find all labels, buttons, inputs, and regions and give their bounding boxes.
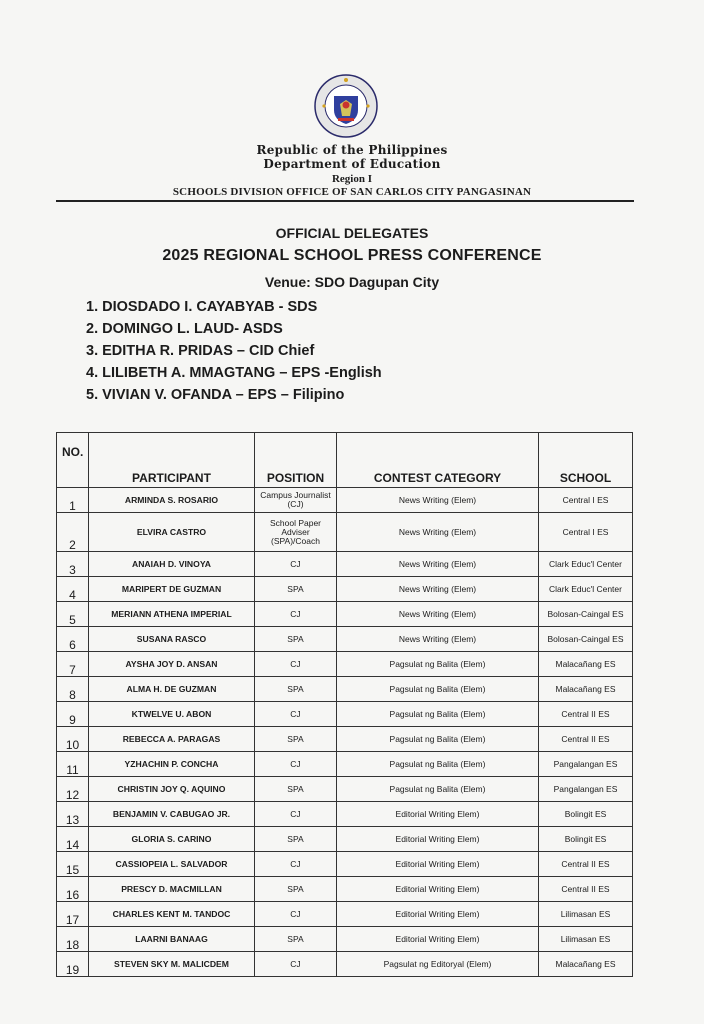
- contest-category: Pagsulat ng Balita (Elem): [337, 752, 539, 777]
- participant-school: Central I ES: [539, 513, 633, 552]
- participant-name: BENJAMIN V. CABUGAO JR.: [89, 802, 255, 827]
- participant-name: ANAIAH D. VINOYA: [89, 552, 255, 577]
- participant-position: CJ: [255, 702, 337, 727]
- participant-name: SUSANA RASCO: [89, 627, 255, 652]
- contest-category: Editorial Writing Elem): [337, 827, 539, 852]
- participant-name: STEVEN SKY M. MALICDEM: [89, 952, 255, 977]
- row-number: 1: [57, 488, 89, 513]
- participant-name: REBECCA A. PARAGAS: [89, 727, 255, 752]
- row-number: 2: [57, 513, 89, 552]
- col-header-participant: PARTICIPANT: [89, 433, 255, 488]
- table-row: [57, 627, 633, 652]
- row-number: 12: [57, 777, 89, 802]
- row-number: 11: [57, 752, 89, 777]
- table-row: [57, 927, 633, 952]
- participant-name: ARMINDA S. ROSARIO: [89, 488, 255, 513]
- participant-position: CJ: [255, 852, 337, 877]
- participant-position: SPA: [255, 827, 337, 852]
- department-heading: Department of Education: [263, 157, 441, 171]
- participant-name: ALMA H. DE GUZMAN: [89, 677, 255, 702]
- participant-school: Central II ES: [539, 702, 633, 727]
- participant-name: CHRISTIN JOY Q. AQUINO: [89, 777, 255, 802]
- contest-category: Pagsulat ng Balita (Elem): [337, 652, 539, 677]
- contest-category: News Writing (Elem): [337, 627, 539, 652]
- document-title: OFFICIAL DELEGATES: [275, 225, 429, 241]
- participant-school: Pangalangan ES: [539, 777, 633, 802]
- delegate-item: 2. DOMINGO L. LAUD- ASDS: [86, 321, 283, 337]
- participant-position: SPA: [255, 877, 337, 902]
- row-number: 6: [57, 627, 89, 652]
- participant-position: CJ: [255, 602, 337, 627]
- table-row: [57, 652, 633, 677]
- participant-name: PRESCY D. MACMILLAN: [89, 877, 255, 902]
- table-row: [57, 802, 633, 827]
- table-row: [57, 752, 633, 777]
- table-row: [57, 552, 633, 577]
- table-row: [57, 852, 633, 877]
- participant-school: Bolosan-Caingal ES: [539, 602, 633, 627]
- row-number: 13: [57, 802, 89, 827]
- region-heading: Region I: [331, 173, 373, 185]
- participant-school: Pangalangan ES: [539, 752, 633, 777]
- contest-category: News Writing (Elem): [337, 488, 539, 513]
- participant-position: Campus Journalist (CJ): [255, 488, 337, 513]
- contest-category: Pagsulat ng Editoryal (Elem): [337, 952, 539, 977]
- participant-position: CJ: [255, 652, 337, 677]
- participant-name: ELVIRA CASTRO: [89, 513, 255, 552]
- delegate-item: 5. VIVIAN V. OFANDA – EPS – Filipino: [86, 387, 345, 403]
- participant-position: CJ: [255, 952, 337, 977]
- row-number: 3: [57, 552, 89, 577]
- participant-position: CJ: [255, 902, 337, 927]
- contest-category: Editorial Writing Elem): [337, 927, 539, 952]
- table-row: [57, 952, 633, 977]
- contest-category: Editorial Writing Elem): [337, 877, 539, 902]
- contest-category: Editorial Writing Elem): [337, 852, 539, 877]
- contest-category: News Writing (Elem): [337, 513, 539, 552]
- participant-position: CJ: [255, 552, 337, 577]
- contest-category: Pagsulat ng Balita (Elem): [337, 702, 539, 727]
- table-row: [57, 702, 633, 727]
- participant-name: LAARNI BANAAG: [89, 927, 255, 952]
- delegate-item: 3. EDITHA R. PRIDAS – CID Chief: [86, 343, 315, 359]
- participant-position: SPA: [255, 627, 337, 652]
- table-row: [57, 827, 633, 852]
- row-number: 5: [57, 602, 89, 627]
- participant-position: SPA: [255, 927, 337, 952]
- contest-category: Pagsulat ng Balita (Elem): [337, 677, 539, 702]
- participant-school: Bolosan-Caingal ES: [539, 627, 633, 652]
- participant-name: GLORIA S. CARINO: [89, 827, 255, 852]
- participant-school: Central I ES: [539, 488, 633, 513]
- col-header-no: NO.: [57, 433, 89, 488]
- participant-name: CHARLES KENT M. TANDOC: [89, 902, 255, 927]
- participant-school: Malacañang ES: [539, 952, 633, 977]
- row-number: 16: [57, 877, 89, 902]
- row-number: 15: [57, 852, 89, 877]
- participant-school: Clark Educ'l Center: [539, 577, 633, 602]
- row-number: 4: [57, 577, 89, 602]
- col-header-position: POSITION: [255, 433, 337, 488]
- participant-school: Malacañang ES: [539, 677, 633, 702]
- participant-position: School Paper Adviser (SPA)/Coach: [255, 513, 337, 552]
- contest-category: Editorial Writing Elem): [337, 802, 539, 827]
- participant-school: Clark Educ'l Center: [539, 552, 633, 577]
- participant-school: Lilimasan ES: [539, 927, 633, 952]
- participant-name: YZHACHIN P. CONCHA: [89, 752, 255, 777]
- table-row: [57, 877, 633, 902]
- participant-name: CASSIOPEIA L. SALVADOR: [89, 852, 255, 877]
- header-divider: [56, 200, 634, 202]
- delegates-list: [86, 296, 382, 406]
- participant-position: CJ: [255, 802, 337, 827]
- division-heading: SCHOOLS DIVISION OFFICE OF SAN CARLOS CITY PANGASINAN: [172, 186, 532, 198]
- venue-label: Venue: SDO Dagupan City: [264, 274, 440, 290]
- participant-name: MERIANN ATHENA IMPERIAL: [89, 602, 255, 627]
- contest-category: News Writing (Elem): [337, 577, 539, 602]
- contest-category: Pagsulat ng Balita (Elem): [337, 727, 539, 752]
- contest-category: Pagsulat ng Balita (Elem): [337, 777, 539, 802]
- participant-school: Malacañang ES: [539, 652, 633, 677]
- row-number: 9: [57, 702, 89, 727]
- participant-position: SPA: [255, 577, 337, 602]
- participant-school: Lilimasan ES: [539, 902, 633, 927]
- delegate-item: 4. LILIBETH A. MMAGTANG – EPS -English: [86, 365, 382, 381]
- col-header-category: CONTEST CATEGORY: [337, 433, 539, 488]
- participant-name: MARIPERT DE GUZMAN: [89, 577, 255, 602]
- contest-category: News Writing (Elem): [337, 552, 539, 577]
- table-row: [57, 488, 633, 513]
- participant-position: CJ: [255, 752, 337, 777]
- table-row: [57, 602, 633, 627]
- row-number: 10: [57, 727, 89, 752]
- participant-school: Central II ES: [539, 877, 633, 902]
- table-row: [57, 777, 633, 802]
- deped-seal-logo: [314, 74, 378, 138]
- table-header-row: [57, 433, 633, 488]
- table-row: [57, 677, 633, 702]
- participant-school: Central II ES: [539, 852, 633, 877]
- row-number: 19: [57, 952, 89, 977]
- table-row: [57, 727, 633, 752]
- row-number: 14: [57, 827, 89, 852]
- col-header-school: SCHOOL: [539, 433, 633, 488]
- table-row: [57, 577, 633, 602]
- participants-table: [56, 432, 633, 977]
- participant-school: Bolingit ES: [539, 827, 633, 852]
- participant-school: Central II ES: [539, 727, 633, 752]
- participant-position: SPA: [255, 777, 337, 802]
- participant-position: SPA: [255, 677, 337, 702]
- row-number: 18: [57, 927, 89, 952]
- participant-position: SPA: [255, 727, 337, 752]
- participant-name: AYSHA JOY D. ANSAN: [89, 652, 255, 677]
- table-row: [57, 902, 633, 927]
- row-number: 7: [57, 652, 89, 677]
- participant-school: Bolingit ES: [539, 802, 633, 827]
- table-row: [57, 513, 633, 552]
- table-body: [57, 488, 633, 977]
- contest-category: Editorial Writing Elem): [337, 902, 539, 927]
- event-title: 2025 REGIONAL SCHOOL PRESS CONFERENCE: [162, 247, 542, 264]
- contest-category: News Writing (Elem): [337, 602, 539, 627]
- row-number: 17: [57, 902, 89, 927]
- republic-heading: Republic of the Philippines: [256, 143, 448, 157]
- participant-name: KTWELVE U. ABON: [89, 702, 255, 727]
- delegate-item: 1. DIOSDADO I. CAYABYAB - SDS: [86, 299, 318, 315]
- row-number: 8: [57, 677, 89, 702]
